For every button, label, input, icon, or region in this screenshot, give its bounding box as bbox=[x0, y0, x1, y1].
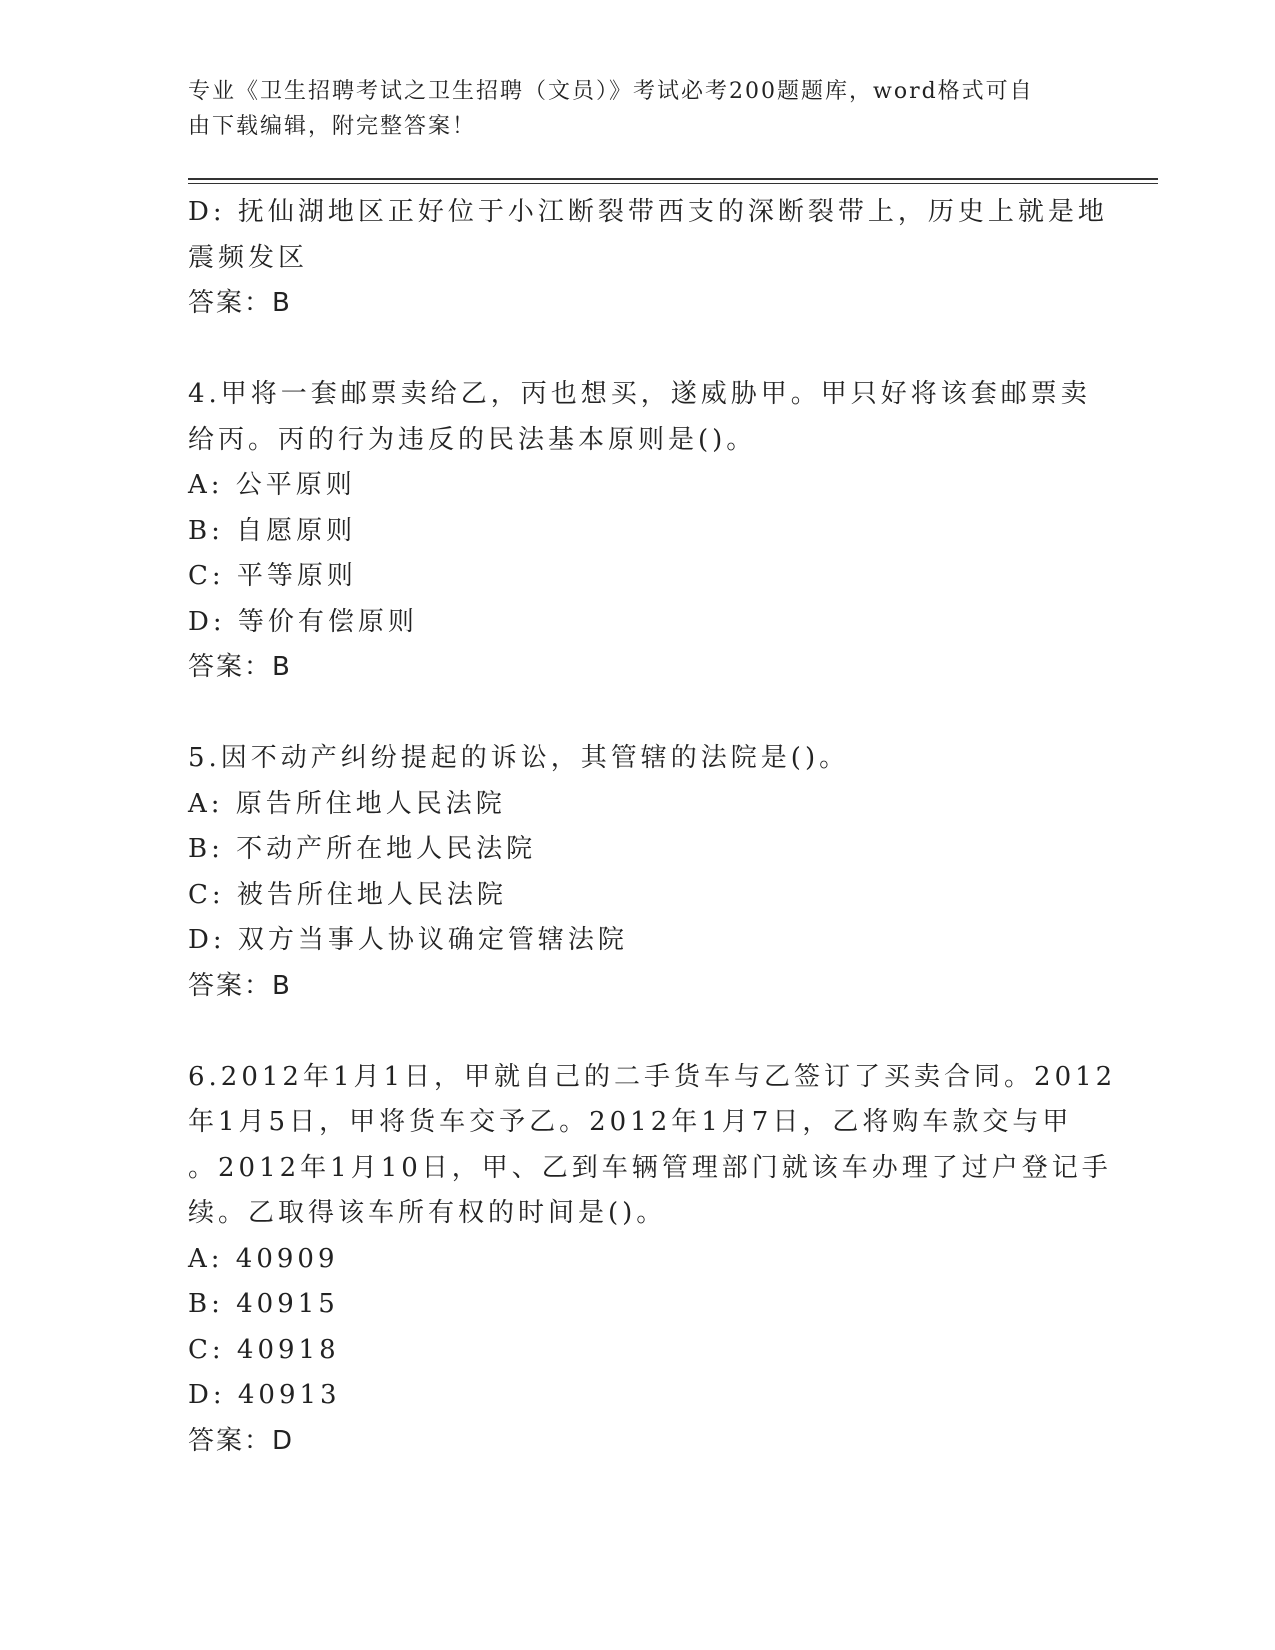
question-4 bbox=[188, 372, 1091, 691]
q6-stem-line-3: 。2012年1月10日，甲、乙到车辆管理部门就该车办理了过户登记手 bbox=[188, 1152, 1112, 1183]
q6-stem-line-1: 6.2012年1月1日，甲就自己的二手货车与乙签订了买卖合同。2012 bbox=[188, 1061, 1117, 1092]
question-3-tail bbox=[188, 190, 1108, 327]
spacer bbox=[188, 327, 1088, 373]
q6-answer: 答案：D bbox=[188, 1425, 295, 1456]
q4-option-b: B: 自愿原则 bbox=[188, 515, 357, 546]
q4-answer: 答案：B bbox=[188, 652, 292, 682]
q4-stem-line-1: 4.甲将一套邮票卖给乙，丙也想买，遂威胁甲。甲只好将该套邮票卖 bbox=[188, 379, 1091, 409]
q4-stem-line-2: 给丙。丙的行为违反的民法基本原则是()。 bbox=[188, 424, 757, 455]
q6-option-b: B: 40915 bbox=[188, 1289, 339, 1319]
q5-stem-line-1: 5.因不动产纠纷提起的诉讼，其管辖的法院是()。 bbox=[188, 743, 850, 773]
q6-option-d: D: 40913 bbox=[188, 1380, 341, 1410]
q6-stem-line-4: 续。乙取得该车所有权的时间是()。 bbox=[188, 1198, 667, 1228]
q5-option-d: D: 双方当事人协议确定管辖法院 bbox=[188, 925, 628, 955]
header-line-1: 专业《卫生招聘考试之卫生招聘（文员）》考试必考200题题库，word格式可自 bbox=[188, 79, 1034, 104]
q5-option-c: C: 被告所住地人民法院 bbox=[188, 879, 507, 910]
header-divider-thin bbox=[188, 183, 1158, 184]
header-divider-thick bbox=[188, 178, 1158, 180]
q4-option-a: A: 公平原则 bbox=[188, 470, 356, 500]
question-6 bbox=[188, 1055, 1117, 1465]
q5-option-b: B: 不动产所在地人民法院 bbox=[188, 834, 537, 864]
q4-option-c: C: 平等原则 bbox=[188, 561, 357, 591]
q3-option-d-line-1: D: 抚仙湖地区正好位于小江断裂带西支的深断裂带上，历史上就是地 bbox=[188, 197, 1108, 227]
q6-option-c: C: 40918 bbox=[188, 1334, 340, 1365]
q5-answer: 答案：B bbox=[188, 970, 292, 1001]
q4-option-d: D: 等价有偿原则 bbox=[188, 606, 418, 637]
q3-answer: 答案：B bbox=[188, 288, 292, 318]
spacer bbox=[188, 691, 1088, 737]
header-line-2: 由下载编辑，附完整答案！ bbox=[188, 114, 477, 139]
question-5 bbox=[188, 736, 1088, 1009]
question-list bbox=[188, 190, 1117, 1464]
q6-option-a: A: 40909 bbox=[188, 1243, 339, 1274]
document-header bbox=[188, 74, 1068, 144]
q6-stem-line-2: 年1月5日，甲将货车交予乙。2012年1月7日，乙将购车款交与甲 bbox=[188, 1107, 1073, 1137]
q3-option-d-line-2: 震频发区 bbox=[188, 242, 309, 273]
q5-option-a: A: 原告所住地人民法院 bbox=[188, 788, 506, 819]
spacer bbox=[188, 1009, 1088, 1055]
